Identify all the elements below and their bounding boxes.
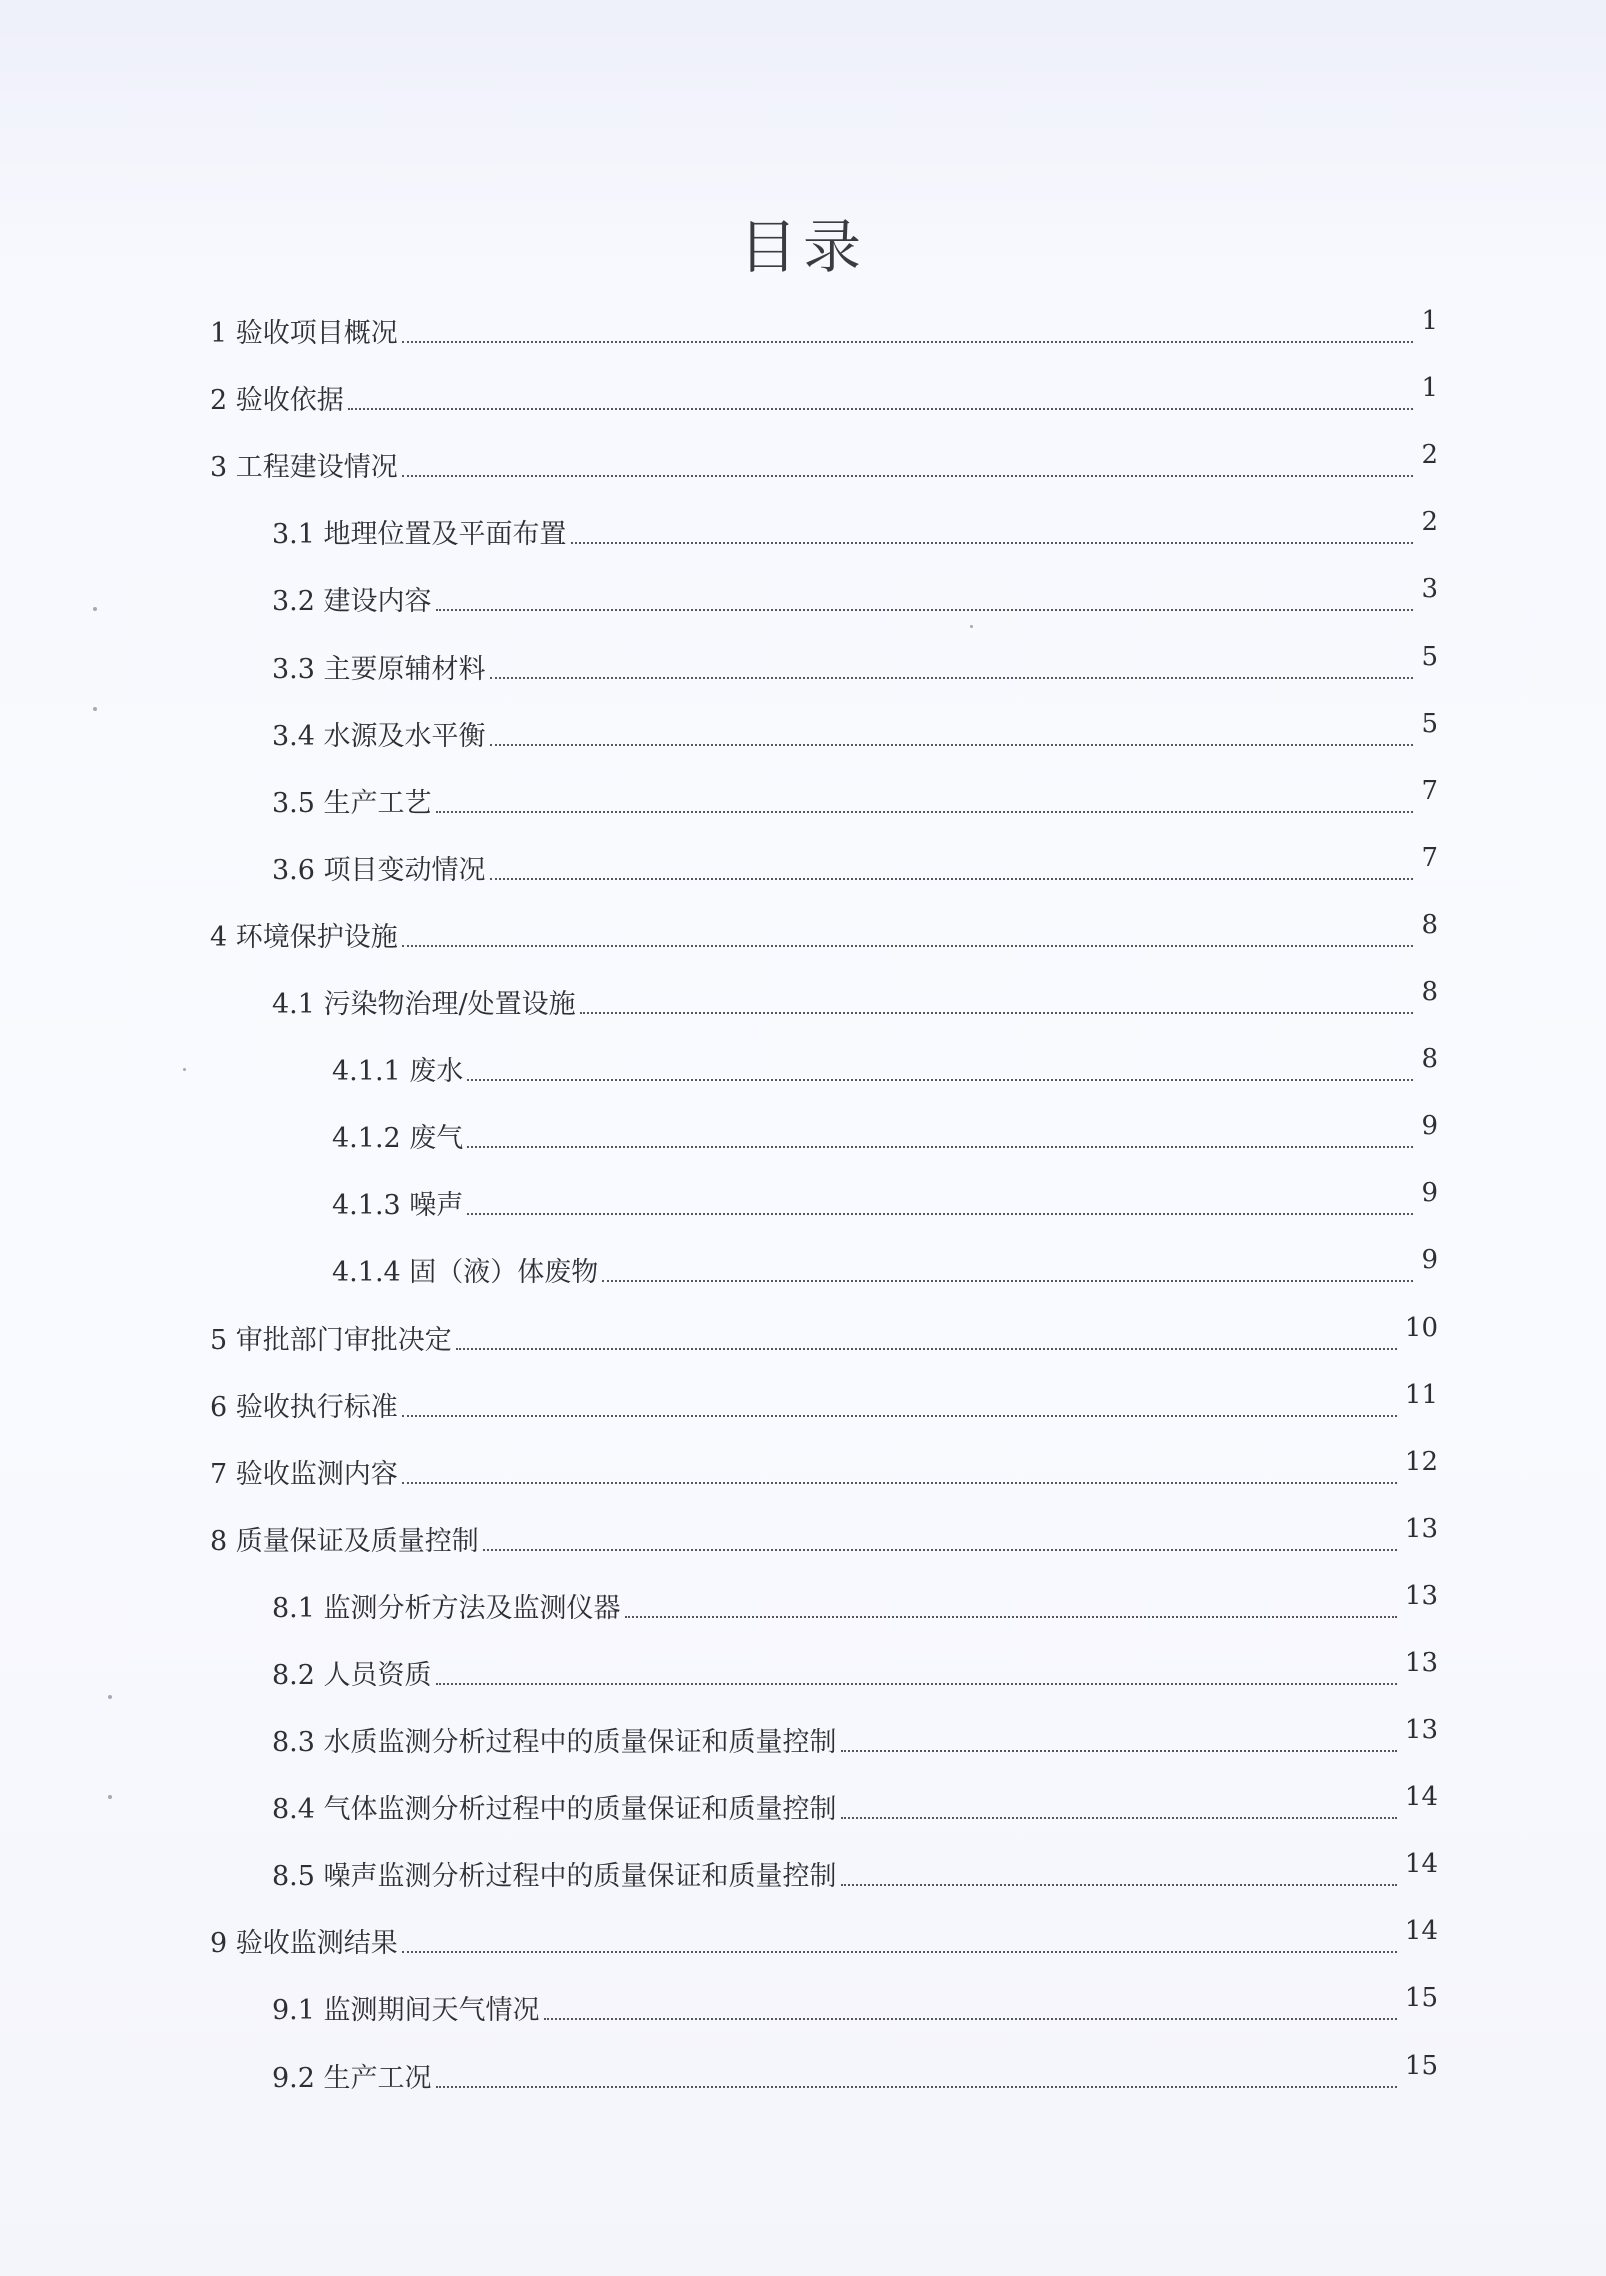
toc-entry-label: 3.6 项目变动情况 (272, 855, 486, 886)
toc-entry-label: 5 审批部门审批决定 (210, 1325, 452, 1356)
toc-entry-label: 9.1 监测期间天气情况 (272, 1995, 540, 2026)
toc-entry-label: 2 验收依据 (210, 385, 344, 416)
toc-entry-label: 8.3 水质监测分析过程中的质量保证和质量控制 (272, 1727, 837, 1758)
dot-leader (841, 1750, 1397, 1752)
toc-page-number: 5 (1421, 709, 1438, 739)
toc-page-number: 2 (1421, 440, 1438, 470)
toc-entry-label: 3.1 地理位置及平面布置 (272, 519, 567, 550)
dot-leader (490, 878, 1414, 880)
toc-entry[interactable] (210, 373, 1438, 417)
toc-title: 目录 (738, 213, 867, 281)
toc-entry-label: 3.3 主要原辅材料 (272, 654, 486, 685)
toc-page-number: 15 (1404, 1983, 1438, 2013)
toc-entry[interactable] (272, 977, 1438, 1021)
dot-leader (436, 811, 1414, 813)
dot-leader (490, 744, 1414, 746)
toc-page-number: 1 (1421, 373, 1438, 403)
toc-page-number: 13 (1404, 1715, 1438, 1745)
dot-leader (625, 1616, 1397, 1618)
toc-entry-label: 9.2 生产工况 (272, 2063, 432, 2094)
scan-speck (93, 607, 97, 611)
toc-entry-label: 7 验收监测内容 (210, 1459, 398, 1490)
toc-entry-label: 8.1 监测分析方法及监测仪器 (272, 1593, 621, 1624)
toc-page-number: 2 (1421, 507, 1438, 537)
toc-page-number: 8 (1421, 1044, 1438, 1074)
toc-entry[interactable] (210, 1514, 1438, 1558)
toc-page-number: 3 (1421, 574, 1438, 604)
toc-entry[interactable] (272, 1782, 1438, 1826)
dot-leader (348, 408, 1414, 410)
toc-entry[interactable] (332, 1178, 1438, 1222)
dot-leader (467, 1213, 1413, 1215)
toc-entry[interactable] (210, 440, 1438, 484)
toc-entry[interactable] (272, 574, 1438, 618)
toc-entry-label: 4.1.4 固（液）体废物 (332, 1257, 599, 1288)
toc-page-number: 8 (1421, 910, 1438, 940)
toc-page-number: 1 (1421, 306, 1438, 336)
toc-entry[interactable] (272, 843, 1438, 887)
toc-entry[interactable] (272, 2051, 1438, 2095)
toc-entry[interactable] (272, 1849, 1438, 1893)
dot-leader (571, 542, 1414, 544)
toc-entry-label: 1 验收项目概况 (210, 318, 398, 349)
toc-page-number: 13 (1404, 1648, 1438, 1678)
toc-page-number: 9 (1421, 1111, 1438, 1141)
toc-page-number: 13 (1404, 1581, 1438, 1611)
toc-page-number: 12 (1404, 1447, 1438, 1477)
dot-leader (602, 1280, 1413, 1282)
toc-page-number: 9 (1421, 1245, 1438, 1275)
toc-entry-label: 4.1.2 废气 (332, 1123, 464, 1154)
toc-entry[interactable] (332, 1111, 1438, 1155)
toc-entry-label: 3.4 水源及水平衡 (272, 721, 486, 752)
toc-entry-label: 4.1 污染物治理/处置设施 (272, 989, 576, 1020)
dot-leader (402, 341, 1414, 343)
toc-page-number: 10 (1404, 1313, 1438, 1343)
dot-leader (402, 1415, 1397, 1417)
toc-entry-label: 4.1.3 噪声 (332, 1190, 464, 1221)
dot-leader (402, 945, 1414, 947)
toc-page-number: 7 (1421, 776, 1438, 806)
dot-leader (467, 1146, 1413, 1148)
dot-leader (436, 1683, 1397, 1685)
toc-entry[interactable] (272, 1983, 1438, 2027)
toc-page-number: 11 (1404, 1380, 1438, 1410)
toc-page-number: 8 (1421, 977, 1438, 1007)
toc-page-number: 7 (1421, 843, 1438, 873)
toc-page-number: 14 (1404, 1782, 1438, 1812)
toc-page-number: 15 (1404, 2051, 1438, 2081)
toc-entry-label: 8.2 人员资质 (272, 1660, 432, 1691)
dot-leader (490, 677, 1414, 679)
scan-speck (93, 707, 97, 711)
toc-entry-label: 8.5 噪声监测分析过程中的质量保证和质量控制 (272, 1861, 837, 1892)
toc-entry[interactable] (210, 1313, 1438, 1357)
toc-entry-label: 4.1.1 废水 (332, 1056, 464, 1087)
dot-leader (436, 2086, 1397, 2088)
scan-speck (183, 1068, 186, 1071)
toc-entry[interactable] (332, 1044, 1438, 1088)
toc-entry[interactable] (272, 776, 1438, 820)
dot-leader (436, 609, 1414, 611)
toc-entry-label: 3.5 生产工艺 (272, 788, 432, 819)
toc-entry[interactable] (210, 1380, 1438, 1424)
dot-leader (402, 1951, 1397, 1953)
toc-page-number: 13 (1404, 1514, 1438, 1544)
toc-entry-label: 3.2 建设内容 (272, 586, 432, 617)
toc-page-number: 14 (1404, 1849, 1438, 1879)
dot-leader (580, 1012, 1414, 1014)
dot-leader (456, 1348, 1397, 1350)
scan-speck (970, 625, 973, 628)
toc-entry[interactable] (210, 1916, 1438, 1960)
toc-page-number: 9 (1421, 1178, 1438, 1208)
dot-leader (483, 1549, 1397, 1551)
toc-entry-label: 3 工程建设情况 (210, 452, 398, 483)
toc-entry[interactable] (272, 1648, 1438, 1692)
toc-entry-label: 8.4 气体监测分析过程中的质量保证和质量控制 (272, 1794, 837, 1825)
dot-leader (841, 1884, 1397, 1886)
toc-page-number: 14 (1404, 1916, 1438, 1946)
dot-leader (402, 1482, 1397, 1484)
toc-entry[interactable] (272, 1581, 1438, 1625)
dot-leader (402, 475, 1414, 477)
toc-entry[interactable] (272, 709, 1438, 753)
toc-entry-label: 6 验收执行标准 (210, 1392, 398, 1423)
toc-entry[interactable] (272, 1715, 1438, 1759)
toc-entry-label: 8 质量保证及质量控制 (210, 1526, 479, 1557)
toc-entry-label: 4 环境保护设施 (210, 922, 398, 953)
scan-speck (108, 1795, 112, 1799)
dot-leader (544, 2018, 1397, 2020)
scan-speck (108, 1695, 112, 1699)
toc-entry-label: 9 验收监测结果 (210, 1928, 398, 1959)
toc-entry[interactable] (210, 306, 1438, 350)
toc-entry[interactable] (332, 1245, 1438, 1289)
toc-entry[interactable] (210, 1447, 1438, 1491)
toc-page-number: 5 (1421, 642, 1438, 672)
dot-leader (841, 1817, 1397, 1819)
dot-leader (467, 1079, 1413, 1081)
toc-entry[interactable] (272, 507, 1438, 551)
toc-entry[interactable] (210, 910, 1438, 954)
toc-entry[interactable] (272, 642, 1438, 686)
